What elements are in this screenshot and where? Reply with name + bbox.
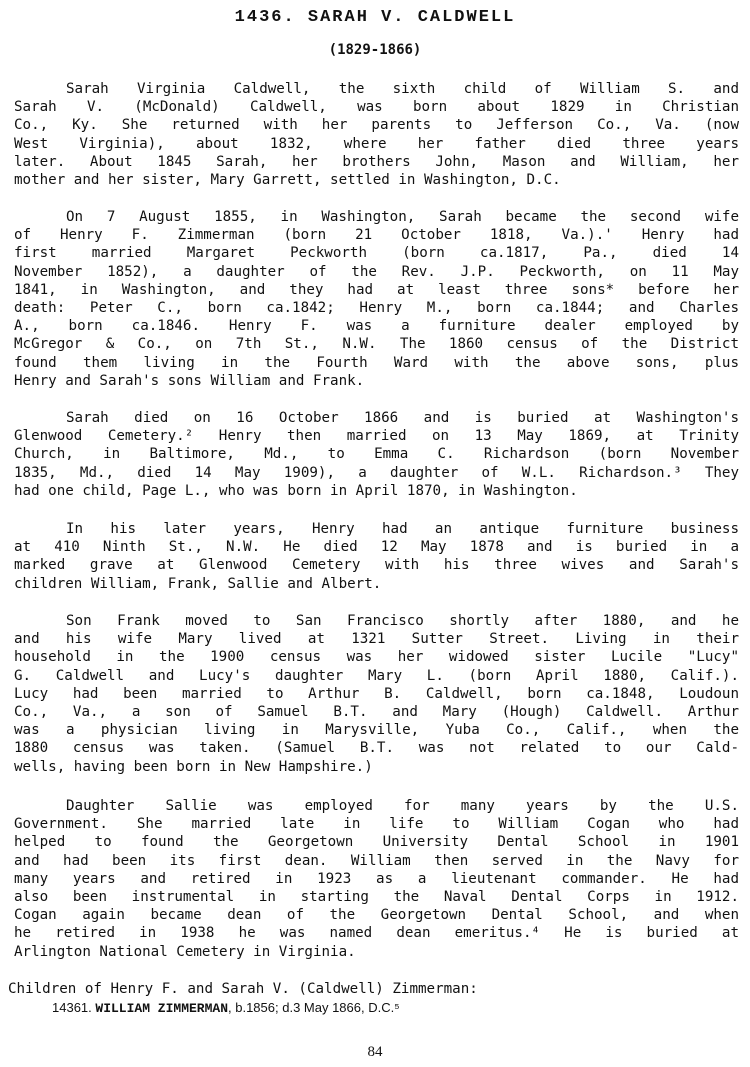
text-line: had one child, Page L., who was born in April 1870, in Washington. [14, 482, 578, 499]
text-line: later. About 1845 Sarah, her brothers John, Mason and William, her [14, 153, 739, 170]
text-line: found them living in the Fourth Ward with the above sons, plus [14, 354, 739, 371]
text-line: children William, Frank, Sallie and Albert. [14, 575, 382, 592]
text-line: Co., Ky. She returned with her parents to Jefferson Co., Va. (now [14, 117, 739, 134]
text-line: 1835, Md., died 14 May 1909), a daughter of W.L. Richardson.³ They [14, 464, 739, 481]
paragraph-1 [14, 80, 739, 189]
text-line: Government. She married late in life to William Cogan who had [14, 816, 739, 833]
text-line: Sarah V. (McDonald) Caldwell, was born about 1829 in Christian [14, 99, 739, 116]
text-line: 1841, in Washington, and they had at least three sons* before her [14, 281, 739, 298]
text-line: Arlington National Cemetery in Virginia. [14, 943, 356, 960]
child-name: WILLIAM ZIMMERMAN [95, 1001, 229, 1016]
text-line: many years and retired in 1923 as a lieutenant commander. He had [14, 870, 739, 887]
paragraph-2 [14, 208, 739, 390]
text-line: and his wife Mary lived at 1321 Sutter Street. Living in their [14, 631, 739, 648]
text-line: helped to found the Georgetown University Dental School in 1901 [14, 834, 739, 851]
child-details: , b.1856; d.3 May 1866, D.C.⁵ [228, 1000, 400, 1015]
children-heading: Children of Henry F. and Sarah V. (Caldwell) Zimmerman: [8, 981, 478, 997]
text-line: A., born ca.1846. Henry F. was a furniture dealer employed by [14, 318, 739, 335]
text-line: Co., Va., a son of Samuel B.T. and Mary (Hough) Caldwell. Arthur [14, 704, 739, 721]
text-line: mother and her sister, Mary Garrett, settled in Washington, D.C. [14, 172, 561, 189]
text-line: McGregor & Co., on 7th St., N.W. The 1860 census of the District [14, 336, 739, 353]
text-line: Son Frank moved to San Francisco shortly after 1880, and he [66, 613, 739, 629]
text-line: Sarah died on 16 October 1866 and is buried at Washington's [66, 410, 739, 426]
text-line: West Virginia), about 1832, where her father died three years [14, 135, 739, 152]
page-title: 1436. SARAH V. CALDWELL [234, 8, 516, 27]
text-line: he retired in 1938 he was named dean emeritus.⁴ He is buried at [14, 925, 739, 942]
text-line: wells, having been born in New Hampshire.) [14, 758, 373, 775]
paragraph-6 [14, 797, 739, 961]
text-line: was a physician living in Marysville, Yuba Co., Calif., when the [14, 722, 739, 739]
text-line: On 7 August 1855, in Washington, Sarah became the second wife [66, 209, 739, 225]
child-number: 14361. [52, 1000, 92, 1015]
text-line: Sarah Virginia Caldwell, the sixth child of William S. and [66, 81, 739, 97]
paragraph-3 [14, 409, 739, 500]
text-line: household in the 1900 census was her widowed sister Lucile "Lucy" [14, 649, 739, 666]
text-line: Henry and Sarah's sons William and Frank. [14, 372, 365, 389]
paragraph-5 [14, 612, 739, 776]
text-line: at 410 Ninth St., N.W. He died 12 May 1878 and is buried in a [14, 539, 739, 556]
child-entry [52, 1000, 400, 1016]
page-number: 84 [367, 1044, 383, 1060]
text-line: November 1852), a daughter of the Rev. J.P. Peckworth, on 11 May [14, 263, 739, 280]
text-line: first married Margaret Peckworth (born ca.1817, Pa., died 14 [14, 245, 739, 262]
text-line: Church, in Baltimore, Md., to Emma C. Richardson (born November [14, 446, 739, 463]
text-line: Cogan again became dean of the Georgetown Dental School, and when [14, 907, 739, 924]
paragraph-4 [14, 520, 739, 593]
text-line: death: Peter C., born ca.1842; Henry M., born ca.1844; and Charles [14, 300, 739, 317]
text-line: also been instrumental in starting the Naval Dental Corps in 1912. [14, 889, 739, 906]
text-line: G. Caldwell and Lucy's daughter Mary L. (born April 1880, Calif.). [14, 667, 739, 684]
text-line: and had been its first dean. William then served in the Navy for [14, 852, 739, 869]
text-line: Lucy had been married to Arthur B. Caldwell, born ca.1848, Loudoun [14, 685, 739, 702]
life-dates: (1829-1866) [328, 42, 422, 58]
text-line: Glenwood Cemetery.² Henry then married on 13 May 1869, at Trinity [14, 428, 739, 445]
text-line: 1880 census was taken. (Samuel B.T. was not related to our Cald- [14, 740, 739, 757]
text-line: Daughter Sallie was employed for many years by the U.S. [66, 798, 739, 814]
text-line: In his later years, Henry had an antique furniture business [66, 521, 739, 537]
text-line: of Henry F. Zimmerman (born 21 October 1818, Va.).' Henry had [14, 227, 739, 244]
text-line: marked grave at Glenwood Cemetery with his three wives and Sarah's [14, 557, 739, 574]
